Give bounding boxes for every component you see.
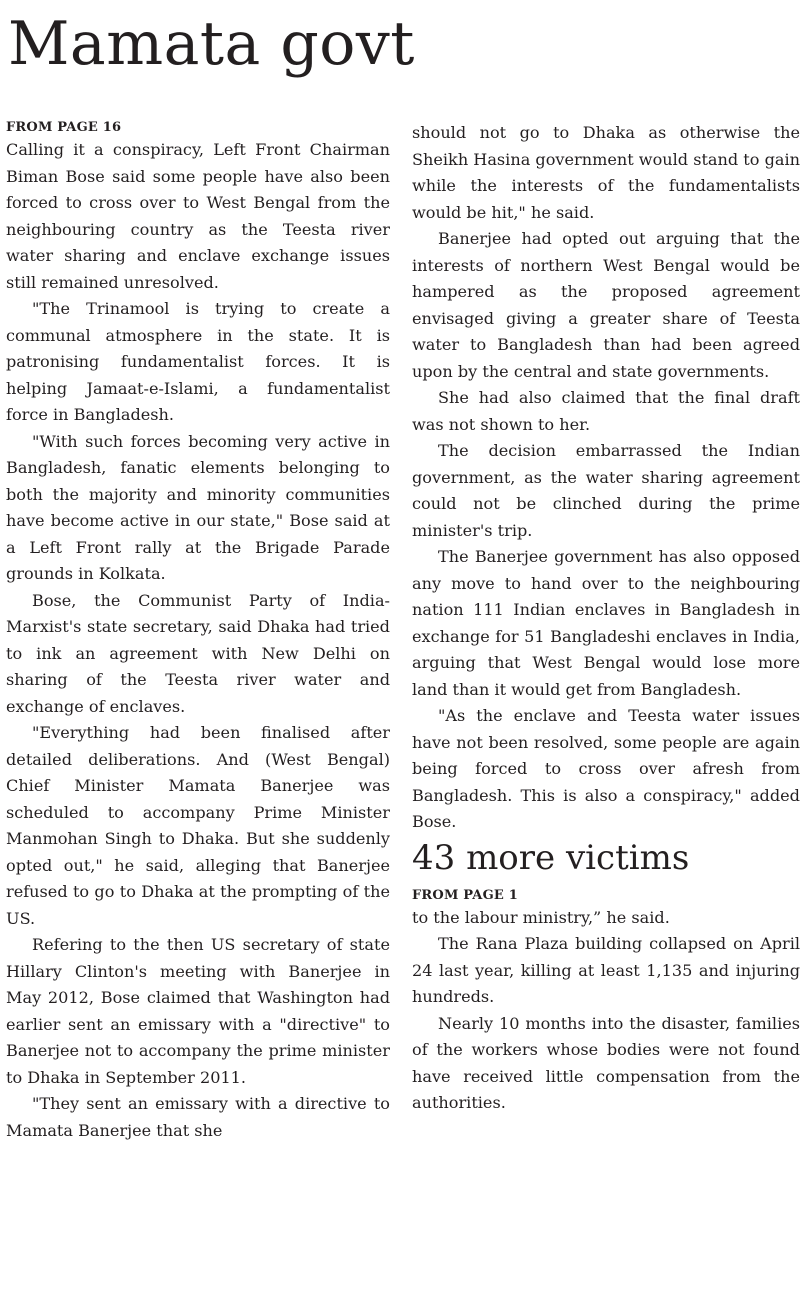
article-paragraph: "With such forces becoming very active in Bangladesh, fanatic elements belonging to both the majority and minority communities have become active in our state," Bose said at a Left Front rally at the Brigade Parade grounds in Kolkata. <box>6 431 390 583</box>
dateline: FROM PAGE 16 <box>6 120 122 135</box>
second-headline: 43 more victims <box>412 837 690 878</box>
article-paragraph: Nearly 10 months into the disaster, families of the workers whose bodies were not found have received little compensation from the authorities. <box>412 1013 800 1112</box>
article-paragraph: "As the enclave and Teesta water issues have not been resolved, some people are again being forced to cross over afresh from Bangladesh. This is also a conspiracy," added Bose. <box>412 706 800 831</box>
article-paragraph: Banerjee had opted out arguing that the interests of northern West Bengal would be hampered as the proposed agreement envisaged giving a greater share of Teesta water to Bangladesh than had been agreed upon by the central and state governments. <box>412 229 800 381</box>
article-paragraph: The Rana Plaza building collapsed on April 24 last year, killing at least 1,135 and injuring hundreds. <box>412 934 800 1006</box>
article-paragraph: Bose, the Communist Party of India-Marxist's state secretary, said Dhaka had tried to ink an agreement with New Delhi on sharing of the Teesta river water and exchange of enclaves. <box>6 590 390 716</box>
second-dateline: FROM PAGE 1 <box>412 887 518 903</box>
article-paragraph: Calling it a conspiracy, Left Front Chairman Biman Bose said some people have also been forced to cross over to West Bengal from the neighbouring country as the Teesta river water sharing and enclave exchange issues still remained unresolved. <box>6 140 390 292</box>
article-paragraph: She had also claimed that the final draft was not shown to her. <box>412 388 800 434</box>
article-paragraph: Refering to the then US secretary of state Hillary Clinton's meeting with Banerjee in May 2012, Bose claimed that Washington had earlier sent an emissary with a "directive" to Banerjee not to accompany the prime minister to Dhaka in September 2011. <box>6 935 390 1087</box>
article-paragraph: The Banerjee government has also opposed any move to hand over to the neighbouring nation 111 Indian enclaves in Bangladesh in exchange for 51 Bangladeshi enclaves in India, arguing that West Bengal would lose more land than it would get from Bangladesh. <box>412 547 800 699</box>
article-paragraph: "Everything had been finalised after detailed deliberations. And (West Bengal) Chief Minister Mamata Banerjee was scheduled to accompany Prime Minister Manmohan Singh to Dhaka. But she suddenly opted out," he said, alleging that Banerjee refused to go to Dhaka at the prompting of the US. <box>6 723 390 928</box>
article-paragraph: "They sent an emissary with a directive to Mamata Banerjee that she <box>6 1094 390 1140</box>
headline: Mamata govt <box>8 9 415 79</box>
article-paragraph: "The Trinamool is trying to create a communal atmosphere in the state. It is patronising fundamentalist forces. It is helping Jamaat-e-Islami, a fundamentalist force in Bangladesh. <box>6 299 390 424</box>
article-paragraph: to the labour ministry,” he said. <box>412 907 670 927</box>
right-column <box>412 120 800 1117</box>
left-column <box>6 120 390 1144</box>
article-paragraph: The decision embarrassed the Indian government, as the water sharing agreement could not be clinched during the prime minister's trip. <box>412 441 800 540</box>
article-paragraph: should not go to Dhaka as otherwise the Sheikh Hasina government would stand to gain while the interests of the fundamentalists would be hit," he said. <box>412 123 800 222</box>
